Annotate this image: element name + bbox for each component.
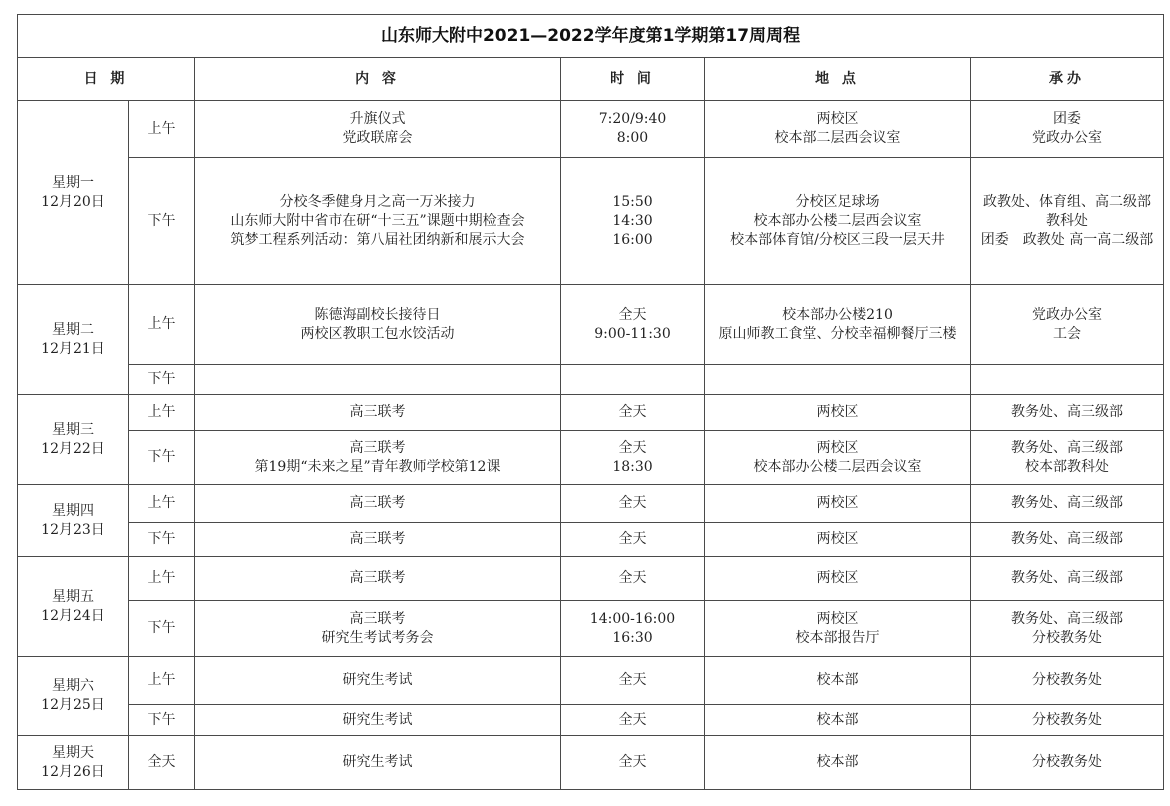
- place-line: 校本部办公楼二层西会议室: [753, 458, 922, 475]
- place-cell: 两校区: [705, 523, 971, 557]
- content-cell: [195, 601, 561, 657]
- content-line: 山东师大附中省市在研“十三五”课题中期检查会: [230, 212, 525, 229]
- host-cell: [971, 285, 1164, 365]
- table-row: [18, 523, 1164, 557]
- weekday-label: 星期一: [52, 174, 94, 191]
- content-line: 筑梦工程系列活动：第八届社团纳新和展示大会: [230, 231, 525, 248]
- content-line: 两校区教职工包水饺活动: [300, 325, 455, 342]
- day-cell: [18, 395, 129, 485]
- host-cell: [971, 601, 1164, 657]
- content-line: 高三联考: [349, 610, 406, 627]
- time-cell: 全天: [561, 657, 705, 705]
- time-line: 18:30: [612, 458, 653, 475]
- host-cell: [971, 365, 1164, 395]
- title-row: [18, 15, 1164, 58]
- content-cell: 高三联考: [195, 557, 561, 601]
- host-line: 校本部教科处: [1025, 458, 1110, 475]
- time-line: 16:30: [612, 629, 653, 646]
- host-cell: [971, 431, 1164, 485]
- time-line: 16:00: [612, 231, 653, 248]
- content-cell: 研究生考试: [195, 657, 561, 705]
- place-cell: 校本部: [705, 657, 971, 705]
- place-line: 校本部体育馆/分校区三段一层天井: [730, 231, 945, 248]
- content-cell: 研究生考试: [195, 705, 561, 736]
- period-cell: 上午: [129, 557, 195, 601]
- time-cell: [561, 431, 705, 485]
- header-date: 日 期: [18, 58, 195, 101]
- content-cell: [195, 101, 561, 158]
- content-cell: 研究生考试: [195, 736, 561, 790]
- table-row: [18, 431, 1164, 485]
- table-row: [18, 101, 1164, 158]
- period-cell: 下午: [129, 431, 195, 485]
- place-line: 校本部办公楼二层西会议室: [753, 212, 922, 229]
- weekday-label: 星期二: [52, 321, 94, 338]
- content-line: 第19期“未来之星”青年教师学校第12课: [254, 458, 501, 475]
- host-line: 工会: [1053, 325, 1082, 342]
- table-row: [18, 705, 1164, 736]
- host-line: 教务处、高三级部: [1011, 610, 1124, 627]
- day-cell: [18, 101, 129, 285]
- date-label: 12月23日: [41, 521, 105, 538]
- page-title: 山东师大附中2021—2022学年度第1学期第17周周程: [18, 15, 1164, 58]
- place-cell: 校本部: [705, 736, 971, 790]
- weekday-label: 星期六: [52, 678, 94, 694]
- period-cell: 下午: [129, 705, 195, 736]
- period-cell: 上午: [129, 657, 195, 705]
- content-line: 陈德海副校长接待日: [314, 306, 441, 323]
- time-cell: [561, 365, 705, 395]
- place-line: 校本部办公楼210: [782, 306, 893, 323]
- host-line: 党政办公室: [1032, 306, 1103, 323]
- date-label: 12月21日: [41, 340, 105, 357]
- host-cell: [971, 101, 1164, 158]
- time-cell: 全天: [561, 395, 705, 431]
- host-cell: 教务处、高三级部: [971, 523, 1164, 557]
- host-cell: 教务处、高三级部: [971, 557, 1164, 601]
- host-cell: 分校教务处: [971, 705, 1164, 736]
- period-cell: 上午: [129, 485, 195, 523]
- content-line: 党政联席会: [342, 130, 413, 146]
- header-host: 承办: [971, 58, 1164, 101]
- content-cell: 高三联考: [195, 523, 561, 557]
- time-line: 全天: [618, 439, 647, 456]
- place-line: 两校区: [816, 610, 859, 627]
- place-cell: [705, 601, 971, 657]
- place-cell: [705, 285, 971, 365]
- date-label: 12月26日: [41, 763, 105, 780]
- period-cell: 下午: [129, 158, 195, 285]
- date-label: 12月25日: [41, 697, 105, 713]
- day-cell: [18, 557, 129, 657]
- table-row: [18, 365, 1164, 395]
- place-cell: [705, 431, 971, 485]
- host-cell: 教务处、高三级部: [971, 485, 1164, 523]
- table-row: [18, 485, 1164, 523]
- day-cell: [18, 485, 129, 557]
- time-cell: [561, 101, 705, 158]
- date-label: 12月22日: [41, 440, 105, 457]
- header-content: 内 容: [195, 58, 561, 101]
- table-row: [18, 395, 1164, 431]
- place-cell: 校本部: [705, 705, 971, 736]
- place-line: 两校区: [816, 439, 859, 456]
- time-cell: 全天: [561, 485, 705, 523]
- header-row: [18, 58, 1164, 101]
- host-line: 团委 政教处 高一高二级部: [980, 231, 1154, 248]
- host-line: 分校教务处: [1032, 629, 1103, 646]
- time-line: 14:30: [612, 212, 653, 229]
- host-line: 教务处、高三级部: [1011, 439, 1124, 456]
- content-cell: [195, 285, 561, 365]
- time-cell: 全天: [561, 523, 705, 557]
- date-label: 12月20日: [41, 193, 105, 210]
- content-line: 高三联考: [349, 439, 406, 456]
- header-place: 地 点: [705, 58, 971, 101]
- time-line: 9:00-11:30: [594, 325, 671, 342]
- content-cell: 高三联考: [195, 395, 561, 431]
- place-line: 分校区足球场: [795, 193, 880, 210]
- place-line: 校本部报告厅: [795, 629, 880, 646]
- time-cell: 全天: [561, 705, 705, 736]
- time-cell: [561, 285, 705, 365]
- time-line: 15:50: [612, 193, 653, 210]
- content-cell: 高三联考: [195, 485, 561, 523]
- place-cell: 两校区: [705, 485, 971, 523]
- host-line: 团委: [1053, 111, 1082, 127]
- host-line: 党政办公室: [1032, 130, 1103, 146]
- weekday-label: 星期天: [52, 744, 94, 761]
- period-cell: 上午: [129, 395, 195, 431]
- place-cell: 两校区: [705, 395, 971, 431]
- table-row: [18, 285, 1164, 365]
- weekday-label: 星期五: [52, 588, 94, 605]
- time-cell: 全天: [561, 736, 705, 790]
- table-row: [18, 557, 1164, 601]
- host-cell: 教务处、高三级部: [971, 395, 1164, 431]
- host-line: 政教处、体育组、高二级部: [983, 193, 1152, 210]
- day-cell: [18, 657, 129, 736]
- content-cell: [195, 431, 561, 485]
- weekday-label: 星期三: [52, 421, 94, 438]
- period-cell: 下午: [129, 365, 195, 395]
- period-cell: 下午: [129, 601, 195, 657]
- period-cell: 上午: [129, 285, 195, 365]
- time-line: 14:00-16:00: [589, 610, 676, 627]
- header-time: 时 间: [561, 58, 705, 101]
- place-line: 校本部二层西会议室: [774, 130, 901, 146]
- host-cell: [971, 158, 1164, 285]
- period-cell: 全天: [129, 736, 195, 790]
- date-label: 12月24日: [41, 607, 105, 624]
- content-line: 升旗仪式: [349, 111, 406, 127]
- time-cell: [561, 158, 705, 285]
- time-cell: [561, 601, 705, 657]
- place-line: 原山师教工食堂、分校幸福柳餐厅三楼: [718, 325, 957, 342]
- content-line: 分校冬季健身月之高一万米接力: [279, 193, 476, 210]
- place-cell: 两校区: [705, 557, 971, 601]
- period-cell: 上午: [129, 101, 195, 158]
- time-line: 全天: [618, 306, 647, 323]
- weekday-label: 星期四: [52, 502, 94, 519]
- time-line: 7:20/9:40: [598, 111, 667, 127]
- place-cell: [705, 365, 971, 395]
- weekly-schedule-table: [17, 14, 1164, 790]
- host-line: 教科处: [1046, 212, 1089, 229]
- table-row: [18, 736, 1164, 790]
- host-cell: 分校教务处: [971, 657, 1164, 705]
- day-cell: [18, 736, 129, 790]
- day-cell: [18, 285, 129, 395]
- place-cell: [705, 158, 971, 285]
- time-cell: 全天: [561, 557, 705, 601]
- time-line: 8:00: [616, 130, 649, 146]
- table-row: [18, 158, 1164, 285]
- period-cell: 下午: [129, 523, 195, 557]
- host-cell: 分校教务处: [971, 736, 1164, 790]
- content-cell: [195, 365, 561, 395]
- content-line: 研究生考试考务会: [321, 629, 434, 646]
- table-row: [18, 601, 1164, 657]
- content-cell: [195, 158, 561, 285]
- table-row: [18, 657, 1164, 705]
- place-cell: [705, 101, 971, 158]
- place-line: 两校区: [816, 111, 859, 127]
